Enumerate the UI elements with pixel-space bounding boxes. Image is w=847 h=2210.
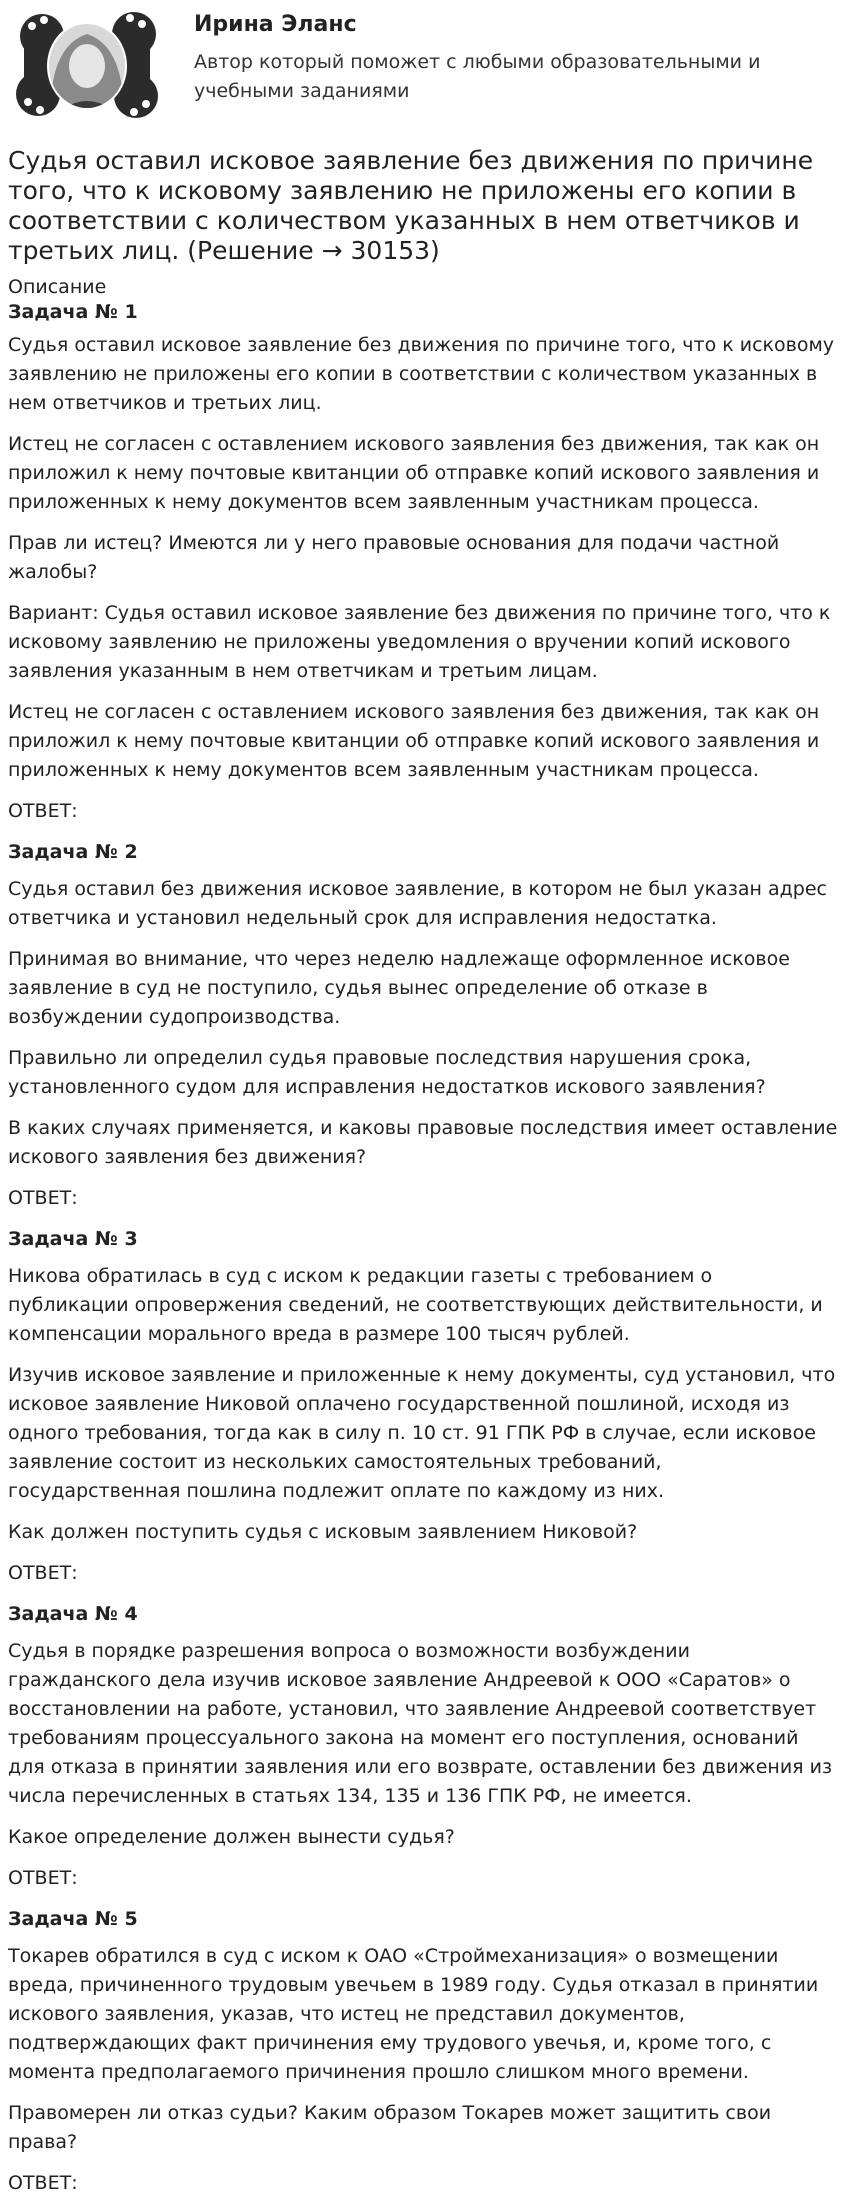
task-paragraph: Истец не согласен с оставлением искового заявления без движения, так как он приложил к нему почтовые квитанции об отправке копий искового заявления и приложенных к нему документов всем заявленным участникам процесса. <box>8 433 820 513</box>
task-block <box>8 1225 838 1588</box>
answer-label: ОТВЕТ: <box>8 1187 78 1209</box>
description-content <box>8 298 838 2210</box>
description-label: Описание <box>8 276 107 298</box>
task-paragraph: Токарев обратился в суд с иском к ОАО «Строймеханизация» о возмещении вреда, причиненного трудовым увечьем в 1989 году. Судья отказал в принятии искового заявления, указав, что истец не представил документов, подтверждающих факт причинения ему трудового увечья, и, кроме того, с момента предполагаемого причинения прошло слишком много времени. <box>8 1945 819 2083</box>
task-paragraph: Изучив исковое заявление и приложенные к нему документы, суд установил, что исковое заявление Никовой оплачено государственной пошлиной, исходя из одного требования, тогда как в силу п. 10 ст. 91 ГПК РФ в случае, если исковое заявление состоит из нескольких самостоятельных требований, государственная пошлина подлежит оплате по каждому из них. <box>8 1364 836 1502</box>
task-block <box>8 838 838 1213</box>
task-heading: Задача № 3 <box>8 1228 138 1250</box>
task-paragraph: Принимая во внимание, что через неделю надлежаще оформленное исковое заявление в суд не поступило, судья вынес определение об отказе в возбуждении судопроизводства. <box>8 948 790 1028</box>
author-description: Автор который поможет с любыми образовательными и учебными заданиями <box>194 51 761 102</box>
task-heading: Задача № 5 <box>8 1908 138 1930</box>
answer-label: ОТВЕТ: <box>8 1562 78 1584</box>
task-block <box>8 1905 838 2198</box>
task-paragraph: В каких случаях применяется, и каковы правовые последствия имеет оставление искового заявления без движения? <box>8 1117 838 1168</box>
task-block <box>8 1600 838 1893</box>
task-paragraph: Судья оставил без движения исковое заявление, в котором не был указан адрес ответчика и установил недельный срок для исправления недостатка. <box>8 878 827 929</box>
author-card[interactable] <box>8 0 835 150</box>
answer-label: ОТВЕТ: <box>8 2172 78 2194</box>
task-paragraph: Правомерен ли отказ судьи? Каким образом Токарев может защитить свои права? <box>8 2102 772 2153</box>
task-heading: Задача № 1 <box>8 301 138 323</box>
task-paragraph: Судья в порядке разрешения вопроса о возможности возбуждении гражданского дела изучив исковое заявление Андреевой к ООО «Саратов» о восстановлении на работе, установил, что заявление Андреевой соответствует требованиям процессуального закона на момент его поступления, оснований для отказа в принятии заявления или его возврате, оставлении без движения из числа перечисленных в статьях 134, 135 и 136 ГПК РФ, не имеется. <box>8 1640 833 1807</box>
author-avatar[interactable] <box>14 6 160 124</box>
task-heading: Задача № 2 <box>8 841 138 863</box>
task-paragraph: Вариант: Судья оставил исковое заявление без движения по причине того, что к исковому заявлению не приложены уведомления о вручении копий искового заявления указанным в нем ответчикам и третьим лицам. <box>8 602 831 682</box>
task-heading: Задача № 4 <box>8 1603 138 1625</box>
task-paragraph: Истец не согласен с оставлением искового заявления без движения, так как он приложил к нему почтовые квитанции об отправке копий искового заявления и приложенных к нему документов всем заявленным участникам процесса. <box>8 701 820 781</box>
page-title: Судья оставил исковое заявление без движения по причине того, что к исковому заявлению не приложены его копии в соответствии с количеством указанных в нем ответчиков и третьих лиц. (Решение → 30153) <box>8 146 814 265</box>
task-paragraph: Какое определение должен вынести судья? <box>8 1826 455 1848</box>
author-name[interactable]: Ирина Эланс <box>194 12 357 37</box>
task-block <box>8 298 838 826</box>
task-paragraph: Прав ли истец? Имеются ли у него правовые основания для подачи частной жалобы? <box>8 532 780 583</box>
answer-label: ОТВЕТ: <box>8 800 78 822</box>
task-paragraph: Никова обратилась в суд с иском к редакции газеты с требованием о публикации опровержения сведений, не соответствующих действительности, и компенсации морального вреда в размере 100 тысяч рублей. <box>8 1265 823 1345</box>
task-paragraph: Судья оставил исковое заявление без движения по причине того, что к исковому заявлению не приложены его копии в соответствии с количеством указанных в нем ответчиков и третьих лиц. <box>8 334 835 414</box>
answer-label: ОТВЕТ: <box>8 1867 78 1889</box>
task-paragraph: Правильно ли определил судья правовые последствия нарушения срока, установленного судом для исправления недостатков искового заявления? <box>8 1047 766 1098</box>
task-paragraph: Как должен поступить судья с исковым заявлением Никовой? <box>8 1521 638 1543</box>
